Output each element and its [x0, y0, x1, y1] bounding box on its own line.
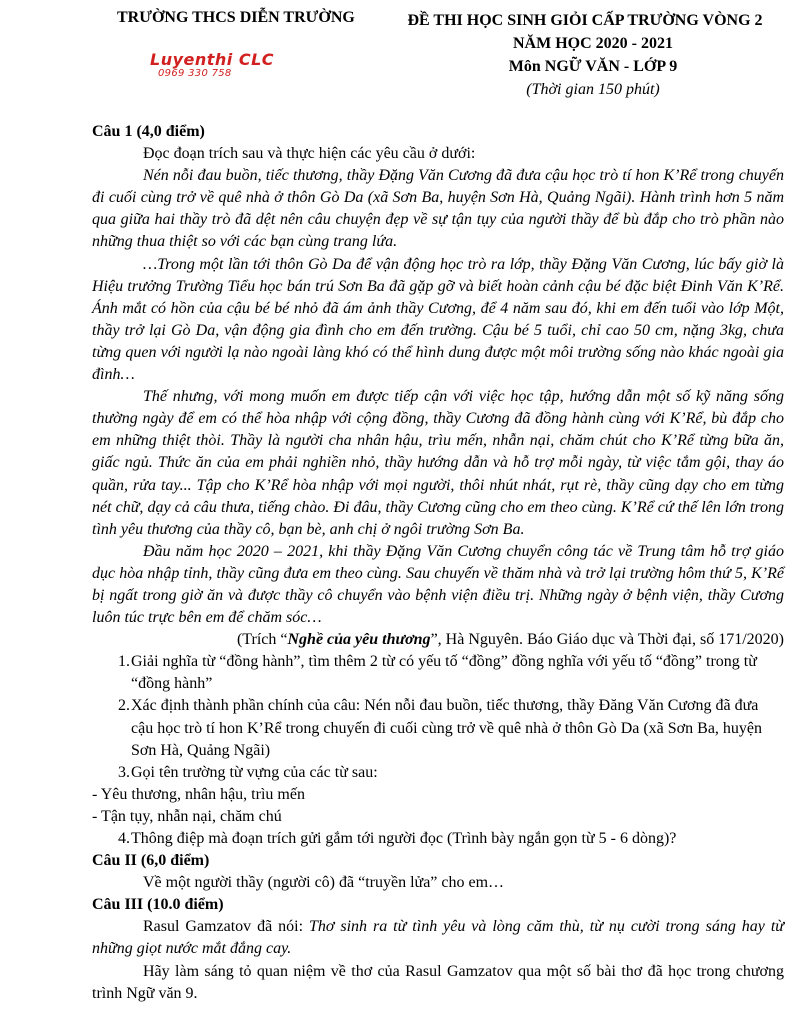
- logo-name: Luyenthi CLC: [150, 50, 275, 69]
- question-list-cont: [92, 828, 784, 850]
- citation-prefix: (Trích “: [236, 631, 288, 649]
- question-number: 2.: [118, 697, 130, 715]
- passage-paragraph: Đầu năm học 2020 – 2021, khi thầy Đặng Văn Cương chuyển công tác về Trung tâm hỗ trợ giáo dục hòa nhập tỉnh, thầy cũng đưa em theo cùng. Sau chuyến về thăm nhà và trở lại trường hôm thứ 5, K’Rể bị ngất trong giờ ăn và được thầy cô chuyển vào bệnh viện điều trị. Những ngày ở bệnh viện, thầy Cương luôn túc trực bên em để chăm sóc…: [92, 542, 784, 627]
- question-number: 1.: [118, 653, 130, 671]
- question-list: [92, 651, 784, 784]
- citation-suffix: ”, Hà Nguyên. Báo Giáo dục và Thời đại, số 171/2020): [430, 631, 784, 649]
- section3-quote: [92, 916, 784, 960]
- question-number: 3.: [118, 763, 130, 781]
- passage-paragraph: Thế nhưng, với mong muốn em được tiếp cận với việc học tập, hướng dẫn một số kỹ năng sống thường ngày để em có thể hòa nhập với cộng đồng, thầy Cương đã đồng hành cùng với K’Rể, bù đắp cho em những thiệt thòi. Thầy là người cha nhân hậu, trìu mến, nhẫn nại, chăm chút cho K’Rể từng bữa ăn, giấc ngủ. Thức ăn của em phải nghiền nhỏ, thầy hướng dẫn và hỗ trợ mỗi ngày, từ việc tắm gội, thay áo quần, rửa tay... Tập cho K’Rể hòa nhập với mọi người, thôi nhút nhát, rụt rè, thầy cũng dạy cho em từng nét chữ, dạy cả câu thưa, tiếng chào. Đi đâu, thầy Cương cũng cho em theo cùng. K’Rể cứ thế lên lớn trong tình yêu thương của thầy cô, bạn bè, anh chị ở ngôi trường Sơn Ba.: [92, 388, 784, 538]
- vocab-group: - Tận tụy, nhẫn nại, chăm chú: [92, 807, 282, 825]
- question-number: 4.: [118, 830, 130, 847]
- question-item: [92, 762, 784, 784]
- passage-citation: [92, 629, 784, 651]
- section3-title: Câu III (10.0 điểm): [92, 896, 224, 914]
- exam-body: [92, 121, 784, 1005]
- passage-paragraph: …Trong một lần tới thôn Gò Da để vận động học trò ra lớp, thầy Đặng Văn Cương, lúc bấy giờ là Hiệu trưởng Trường Tiểu học bán trú Sơn Ba đã gặp gỡ và biết hoàn cảnh cậu bé đặc biệt Đinh Văn K’Rể. Ánh mắt có hồn của cậu bé bé nhỏ đã ám ảnh thầy Cương, để 4 năm sau đó, khi em đến tuổi vào lớp Một, thầy trở lại Gò Da, vận động gia đình cho em đến trường. Cậu bé 5 tuổi, chỉ cao 50 cm, nặng 3kg, chưa từng quen với người lạ nào ngoài làng khó có thể hình dung được một môi trường sống nào khác ngoài gia đình…: [92, 255, 784, 384]
- passage-paragraph: Nén nỗi đau buồn, tiếc thương, thầy Đặng Văn Cương đã đưa cậu học trò tí hon K’Rể trong chuyến đi cuối cùng trở về quê nhà ở thôn Gò Da (xã Sơn Ba, huyện Sơn Hà, Quảng Ngãi). Hành trình hơn 5 năm qua giữa hai thầy trò đã dệt nên câu chuyện đẹp về sự tận tụy của người thầy để bù đắp cho trò phần nào những thua thiệt so với các bạn cùng trang lứa.: [92, 167, 784, 251]
- section2-title: Câu II (6,0 điểm): [92, 852, 210, 870]
- section1-title: Câu 1 (4,0 điểm): [92, 123, 205, 140]
- quote-intro: Rasul Gamzatov đã nói:: [143, 918, 309, 936]
- publisher-logo: [150, 52, 274, 79]
- section2-prompt: Về một người thầy (người cô) đã “truyền lửa” cho em…: [143, 874, 505, 892]
- exam-duration: (Thời gian 150 phút): [526, 81, 660, 98]
- citation-title: Nghề của yêu thương: [287, 631, 431, 649]
- question-item: [92, 695, 784, 761]
- question-text: Xác định thành phần chính của câu: Nén nỗi đau buồn, tiếc thương, thầy Đăng Văn Cương đã đưa cậu học trò tí hon K’Rể trong chuyến đi cuối cùng trở về quê nhà ở thôn Gò Da (xã Sơn Ba, huyện Sơn Hà, Quảng Ngãi): [131, 697, 763, 759]
- quote-text: Thơ sinh ra từ tình yêu và lòng căm thù, từ nụ cười trong sáng hay từ những giọt nước mắt đắng cay.: [92, 918, 785, 958]
- question-text: Giải nghĩa từ “đồng hành”, tìm thêm 2 từ có yếu tố “đồng” đồng nghĩa với yếu tố “đồng” trong từ “đồng hành”: [131, 653, 757, 693]
- question-text: Thông điệp mà đoạn trích gửi gắm tới người đọc (Trình bày ngắn gọn từ 5 - 6 dòng)?: [131, 830, 677, 847]
- exam-heading: [403, 9, 783, 101]
- section1-intro: Đọc đoạn trích sau và thực hiện các yêu cầu ở dưới:: [143, 145, 476, 163]
- school-year: NĂM HỌC 2020 - 2021: [513, 35, 673, 52]
- section3-task: Hãy làm sáng tỏ quan niệm về thơ của Rasul Gamzatov qua một số bài thơ đã học trong chương trình Ngữ văn 9.: [92, 962, 784, 1002]
- subject-line: Môn NGỮ VĂN - LỚP 9: [508, 58, 678, 75]
- vocab-group: - Yêu thương, nhân hậu, trìu mến: [92, 785, 305, 803]
- logo-phone: 0969 330 758: [158, 68, 232, 79]
- question-item: [92, 651, 784, 695]
- exam-title: ĐỀ THI HỌC SINH GIỎI CẤP TRƯỜNG VÒNG 2: [407, 12, 763, 29]
- question-text: Gọi tên trường từ vựng của các từ sau:: [131, 763, 378, 781]
- question-item: [92, 828, 784, 850]
- school-name: TRƯỜNG THCS DIỄN TRƯỜNG: [117, 9, 355, 26]
